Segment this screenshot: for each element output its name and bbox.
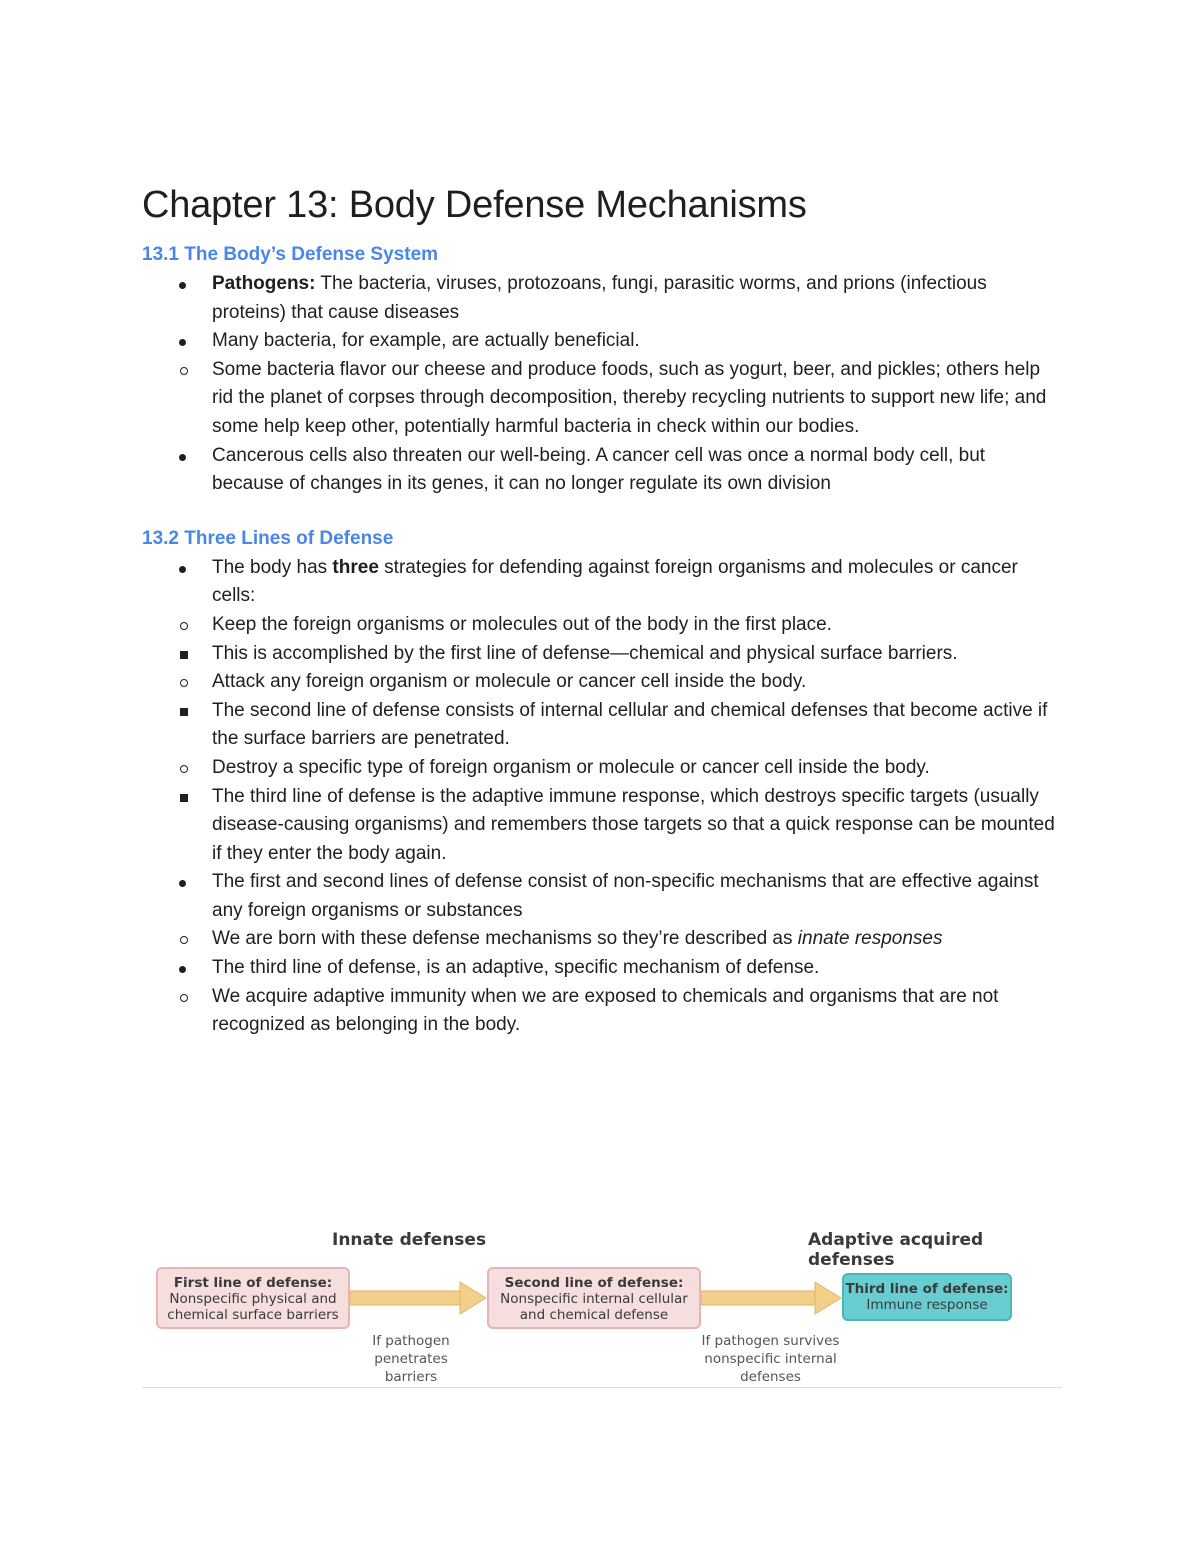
list-item [142, 270, 1062, 327]
sub-sub-list-item [142, 783, 1062, 869]
first-line-box [156, 1267, 350, 1329]
arrow-2-icon [701, 1282, 841, 1314]
sub-list-item-text: Keep the foreign organisms or molecules out of the body in the first place. [212, 613, 832, 635]
section2-list [142, 554, 1062, 1040]
sub-sub-list-item [142, 640, 1062, 669]
box-title: Second line of defense: [504, 1275, 684, 1291]
note-penetrates-barriers: If pathogen penetrates barriers [372, 1333, 450, 1385]
list-item [142, 868, 1062, 954]
list-item [142, 442, 1062, 499]
sub-list-item-text: Attack any foreign organism or molecule or cancer cell inside the body. [212, 671, 807, 693]
box-text: Nonspecific physical and chemical surface barriers [167, 1291, 339, 1323]
list-item-text: strategies for defending against foreign organisms and molecules or cancer cells: [212, 556, 1018, 607]
list-item-text: The first and second lines of defense consist of non-specific mechanisms that are effective against any foreign organisms or substances [212, 871, 1039, 921]
sub-list [142, 983, 1062, 1040]
sub-sub-list [142, 783, 1062, 869]
list-item-text: Many bacteria, for example, are actually beneficial. [212, 330, 640, 352]
sub-list-item [142, 925, 1062, 954]
adaptive-defenses-heading: Adaptive acquired defenses [808, 1230, 984, 1270]
section1-list [142, 270, 1062, 499]
list-item-text: The bacteria, viruses, protozoans, fungi, parasitic worms, and prions (infectious proteins) that cause diseases [212, 273, 987, 323]
list-item-text: The third line of defense, is an adaptive, specific mechanism of defense. [212, 957, 820, 979]
sub-sub-list-item-text: The third line of defense is the adaptive immune response, which destroys specific targets (usually disease-causing organisms) and remembers those targets so that a quick response can be mounted if they enter the body again. [212, 785, 1055, 864]
list-item [142, 554, 1062, 869]
arrow-1-icon [350, 1282, 486, 1314]
term-bold: three [332, 556, 379, 578]
list-item [142, 954, 1062, 1040]
sub-list-item-text: We are born with these defense mechanisms so they’re described as [212, 928, 798, 950]
third-line-box [842, 1273, 1012, 1321]
sub-list [142, 925, 1062, 954]
sub-list-item-text: We acquire adaptive immunity when we are exposed to chemicals and organisms that are not recognized as belonging in the body. [212, 985, 999, 1036]
page-title: Chapter 13: Body Defense Mechanisms [142, 184, 807, 226]
sub-sub-list-item-text: The second line of defense consists of internal cellular and chemical defenses that become active if the surface barriers are penetrated. [212, 699, 1048, 750]
sub-list-item [142, 983, 1062, 1040]
term-italic: innate responses [797, 928, 943, 950]
horizontal-divider [142, 1387, 1062, 1388]
box-title: First line of defense: [173, 1275, 333, 1291]
sub-sub-list-item [142, 697, 1062, 754]
box-title: Third line of defense: [845, 1281, 1009, 1297]
note-survives-internal: If pathogen survives nonspecific internal defenses [701, 1333, 840, 1385]
document-page [142, 178, 1062, 1040]
list-item-text: The body has [212, 556, 333, 578]
defense-lines-diagram [142, 1222, 1062, 1392]
sub-sub-list [142, 640, 1062, 669]
box-text: Immune response [866, 1297, 988, 1313]
sub-list-item [142, 754, 1062, 868]
sub-list-item [142, 611, 1062, 668]
section-heading-13-2: 13.2 Three Lines of Defense [142, 527, 394, 549]
list-item-text: Cancerous cells also threaten our well-being. A cancer cell was once a normal body cell, but because of changes in its genes, it can no longer regulate its own division [212, 444, 986, 495]
sub-sub-list [142, 697, 1062, 754]
sub-list [142, 356, 1062, 442]
sub-list-item-text: Destroy a specific type of foreign organism or molecule or cancer cell inside the body. [212, 756, 930, 778]
second-line-box [487, 1267, 701, 1329]
sub-list-item [142, 668, 1062, 754]
sub-list [142, 611, 1062, 868]
section-heading-13-1: 13.1 The Body’s Defense System [142, 244, 439, 265]
sub-list-item [142, 356, 1062, 442]
sub-list-item-text: Some bacteria flavor our cheese and produce foods, such as yogurt, beer, and pickles; others help rid the planet of corpses through decomposition, thereby recycling nutrients to support new life; and some help keep other, potentially harmful bacteria in check within our bodies. [212, 358, 1047, 437]
sub-sub-list-item-text: This is accomplished by the first line of defense—chemical and physical surface barriers. [212, 642, 958, 664]
innate-defenses-heading: Innate defenses [332, 1230, 487, 1250]
list-item [142, 327, 1062, 441]
box-text: Nonspecific internal cellular and chemical defense [500, 1291, 688, 1323]
term-bold: Pathogens: [212, 273, 316, 294]
